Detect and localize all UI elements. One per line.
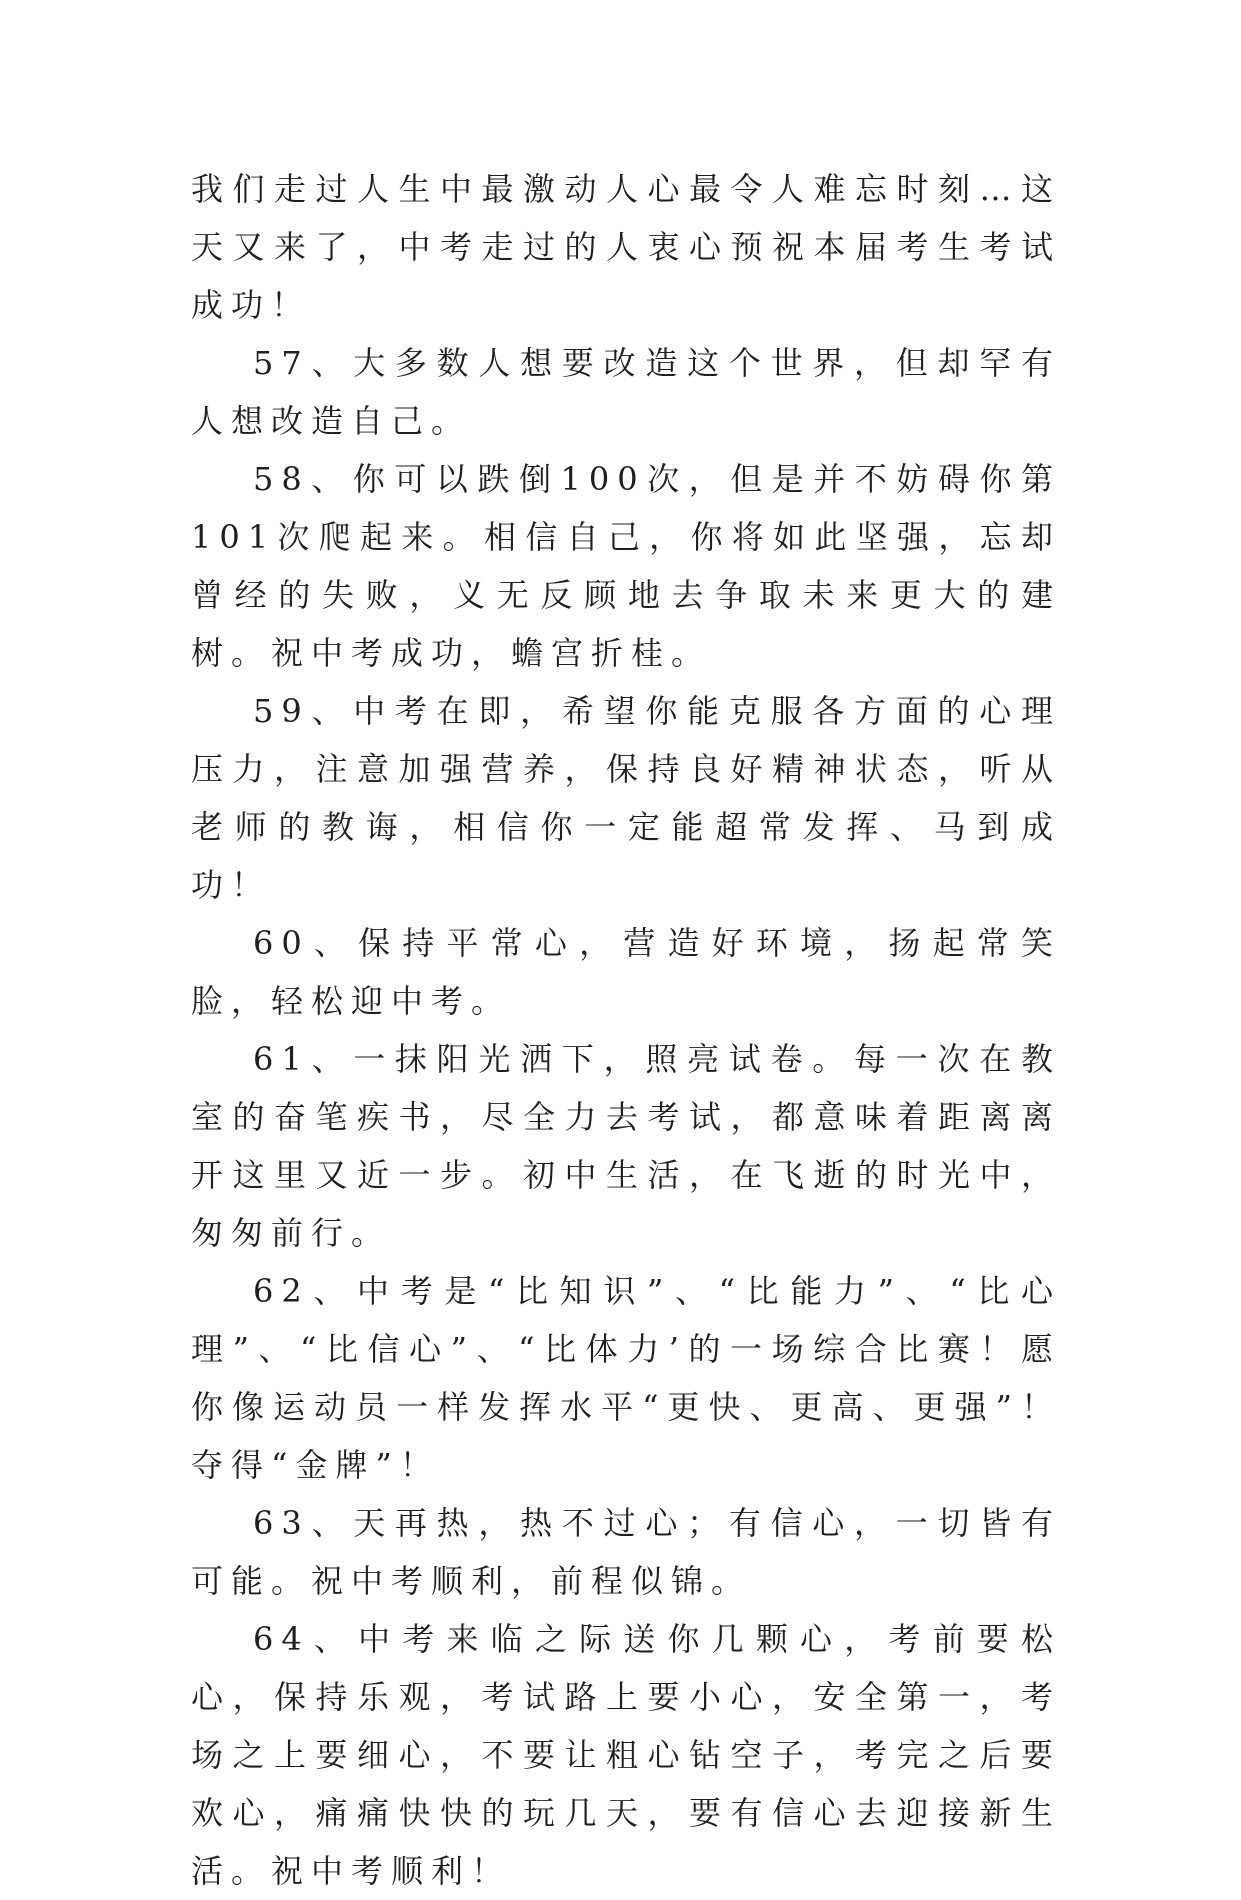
document-body: [191, 160, 1061, 1900]
paragraph-58: 58、你可以跌倒100次，但是并不妨碍你第101次爬起来。相信自己，你将如此坚强，忘却曾经的失败，义无反顾地去争取未来更大的建树。祝中考成功，蟾宫折桂。: [191, 460, 1061, 672]
paragraph-61: 61、一抹阳光洒下，照亮试卷。每一次在教室的奋笔疾书，尽全力去考试，都意味着距离离开这里又近一步。初中生活，在飞逝的时光中，匆匆前行。: [191, 1040, 1061, 1252]
paragraph-64: 64、中考来临之际送你几颗心，考前要松心，保持乐观，考试路上要小心，安全第一，考场之上要细心，不要让粗心钻空子，考完之后要欢心，痛痛快快的玩几天，要有信心去迎接新生活。祝中考顺利！: [191, 1620, 1061, 1890]
paragraph-57: 57、大多数人想要改造这个世界，但却罕有人想改造自己。: [191, 344, 1061, 440]
paragraph-62: 62、中考是“比知识”、“比能力”、“比心理”、“比信心”、“比体力’的一场综合比赛！愿你像运动员一样发挥水平“更快、更高、更强”！夺得“金牌”！: [191, 1272, 1061, 1484]
paragraph-60: 60、保持平常心，营造好环境，扬起常笑脸，轻松迎中考。: [191, 924, 1061, 1020]
paragraph-63: 63、天再热，热不过心；有信心，一切皆有可能。祝中考顺利，前程似锦。: [191, 1504, 1061, 1600]
paragraph-59: 59、中考在即，希望你能克服各方面的心理压力，注意加强营养，保持良好精神状态，听从老师的教诲，相信你一定能超常发挥、马到成功！: [191, 692, 1061, 904]
paragraph-intro: 我们走过人生中最激动人心最令人难忘时刻…这天又来了，中考走过的人衷心预祝本届考生考试成功！: [191, 170, 1061, 324]
